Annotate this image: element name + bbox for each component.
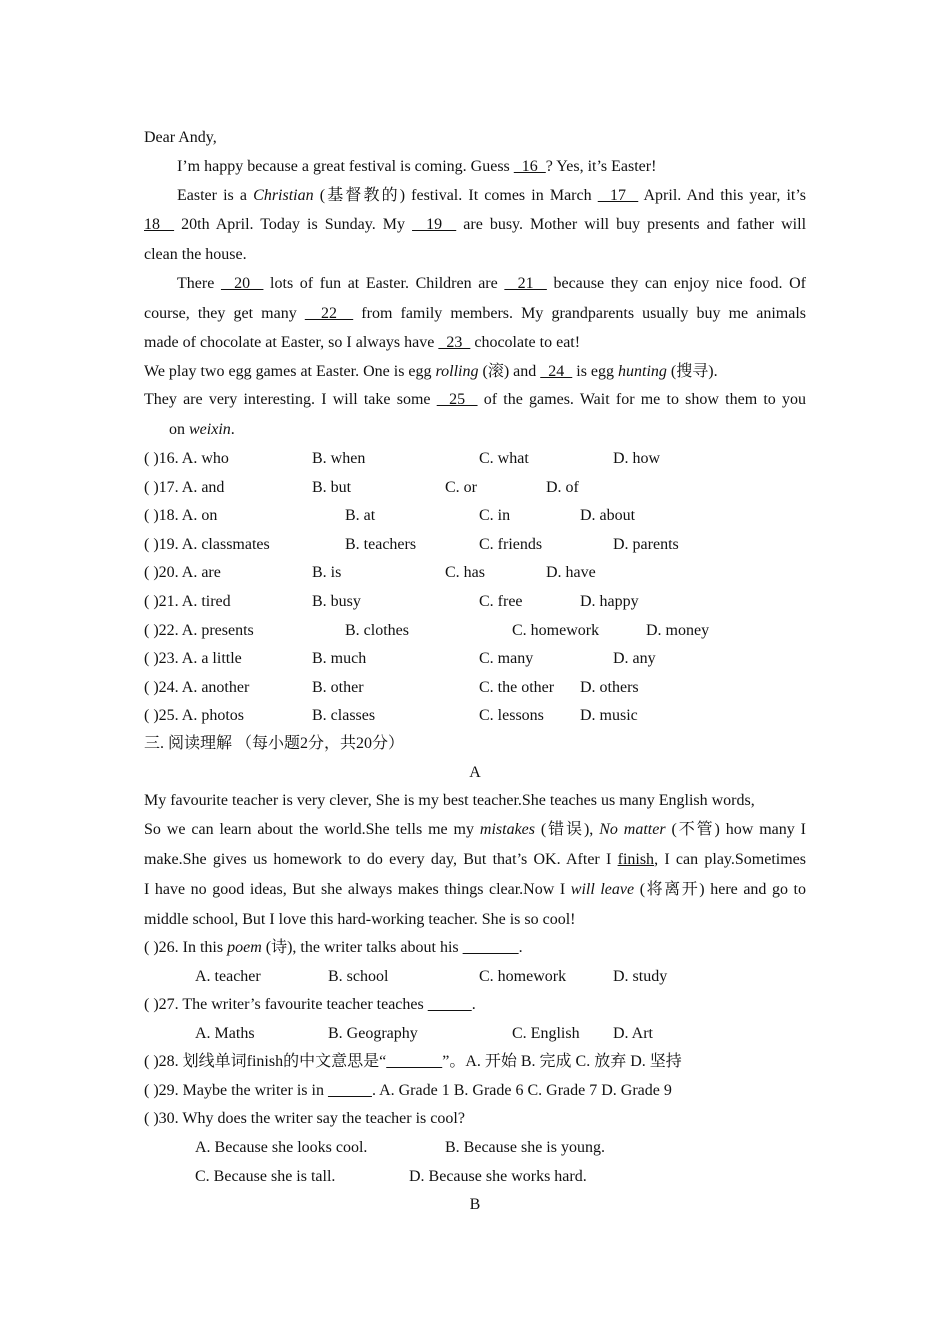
option-c[interactable]: C. free [479,593,523,610]
text: . [518,939,523,956]
blank-20[interactable]: 20 [220,275,264,292]
question-and-option-a[interactable]: ( )24. A. another [144,678,250,696]
option-b[interactable]: B. classes [312,707,376,725]
question-28 [144,1052,682,1072]
option-c[interactable]: C. homework [479,968,567,985]
text: . [230,421,235,438]
option-b[interactable]: B. much [312,650,367,668]
word-will-leave: will leave [570,881,635,898]
blank-16[interactable]: 16 [513,158,546,175]
option-d[interactable]: D. music [580,707,638,725]
option-c[interactable]: C. friends [479,535,543,553]
question-30-options-row-2 [144,1167,806,1187]
word-poem: poem [227,939,262,956]
question-30: ( )30. Why does the writer say the teacher is cool? [144,1110,465,1127]
passage-a-label: A [469,764,481,781]
word-hunting: hunting [618,363,667,380]
text: of the games. Wait for me to show them to you [477,391,807,408]
text: ? Yes, it’s Easter! [545,158,657,175]
letter-line-5 [144,274,806,294]
option-c[interactable]: C. what [479,450,529,467]
question-and-option-a[interactable]: ( )19. A. classmates [144,535,270,553]
option-c[interactable]: C. Because she is tall. [195,1168,336,1185]
option-c[interactable]: C. lessons [479,707,544,725]
text: 20th April. Today is Sunday. My [174,216,413,233]
text: ”。A. 开始 B. 完成 C. 放弃 D. 坚持 [442,1053,682,1070]
question-27 [144,995,476,1015]
answer-blank-29[interactable] [328,1082,372,1099]
letter-line-4: clean the house. [144,246,247,263]
passage-line-3 [144,850,806,870]
cloze-question-17 [144,478,806,498]
cloze-question-16 [144,449,806,469]
text: They are very interesting. I will take some [144,391,437,408]
text: I have no good ideas, But she always makes things clear.Now I [144,881,571,898]
option-c[interactable]: C. or [445,478,477,496]
option-d[interactable]: D. money [646,621,710,639]
passage-line-1: My favourite teacher is very clever, She is my best teacher.She teaches us many English words, [144,792,755,809]
answer-blank-26[interactable] [463,939,519,956]
text: ( )29. Maybe the writer is in [144,1082,328,1099]
passage-b-label: B [469,1196,481,1213]
text: . [471,996,476,1013]
cloze-question-20 [144,563,806,583]
answer-blank-27[interactable] [428,996,472,1013]
text: (基督教的) festival. It comes in March [313,187,598,204]
option-c[interactable]: C. homework [512,621,600,639]
text: because they can enjoy nice food. Of [546,275,807,292]
question-27-options [144,1024,806,1044]
option-a[interactable]: A. teacher [195,968,261,985]
letter-line-3 [144,215,806,235]
text: There [177,275,221,292]
text: chocolate to eat! [470,334,581,351]
option-b[interactable]: B. is [312,564,342,582]
option-b[interactable]: B. Because she is young. [445,1139,605,1156]
text: ( )27. The writer’s favourite teacher teaches [144,996,428,1013]
text: , I can play.Sometimes [654,851,806,868]
word-mistakes: mistakes [479,821,535,838]
text: is egg [572,363,619,380]
option-c[interactable]: C. English [512,1025,580,1042]
blank-25[interactable]: 25 [436,391,478,408]
letter-line-6 [144,304,806,324]
option-b[interactable]: B. at [345,507,376,525]
letter-line-10 [169,420,235,440]
option-d[interactable]: D. study [613,968,668,985]
option-d[interactable]: D. have [546,564,596,582]
option-b[interactable]: B. other [312,678,364,696]
blank-18[interactable]: 18 [144,216,175,233]
blank-24[interactable]: 24 [540,363,573,380]
cloze-question-21 [144,592,806,612]
answer-blank-28[interactable] [386,1053,442,1070]
cloze-question-22 [144,621,806,641]
text: (错误), [535,821,600,838]
question-30-options-row-1 [144,1138,806,1158]
cloze-question-23 [144,649,806,669]
option-a[interactable]: A. Because she looks cool. [195,1139,368,1156]
option-c[interactable]: C. many [479,650,534,668]
text: course, they get many [144,305,305,322]
text: (滚) and [478,363,541,380]
option-d[interactable]: D. how [613,450,661,467]
letter-line-2 [144,186,806,206]
option-d[interactable]: D. parents [613,535,679,553]
question-and-option-a[interactable]: ( )20. A. are [144,564,221,582]
text: We play two egg games at Easter. One is egg [144,363,436,380]
option-b[interactable]: B. when [312,450,366,467]
text: make.She gives us homework to do every day, But that’s OK. After I [144,851,618,868]
option-a[interactable]: A. Maths [195,1025,255,1042]
cloze-question-19 [144,535,806,555]
option-b[interactable]: B. but [312,478,352,496]
passage-line-2 [144,820,806,840]
passage-line-4 [144,880,806,900]
text: Easter is a [177,187,254,204]
question-and-option-a[interactable]: ( )25. A. photos [144,707,244,725]
word-weixin: weixin [189,421,231,438]
text: (搜寻). [666,363,718,380]
option-c[interactable]: C. in [479,507,511,525]
cloze-question-25 [144,706,806,726]
letter-line-9 [144,390,806,410]
letter-line-8 [144,362,718,382]
text: I’m happy because a great festival is coming. Guess [177,158,514,175]
option-d[interactable]: D. Because she works hard. [409,1168,587,1185]
letter-line-1 [177,157,656,177]
option-b[interactable]: B. busy [312,593,361,610]
question-and-option-a[interactable]: ( )23. A. a little [144,650,242,668]
question-and-option-a[interactable]: ( )22. A. presents [144,621,254,639]
question-and-option-a[interactable]: ( )18. A. on [144,507,218,525]
text: lots of fun at Easter. Children are [263,275,505,292]
option-d[interactable]: D. about [580,507,636,525]
text: from family members. My grandparents usually buy me animals [353,305,807,322]
blank-21[interactable]: 21 [504,275,547,292]
question-and-option-a[interactable]: ( )16. A. who [144,450,229,467]
text: on [169,421,189,438]
text: ( )26. In this [144,939,228,956]
word-rolling: rolling [435,363,479,380]
option-d[interactable]: D. of [546,478,579,496]
blank-23[interactable]: 23 [438,334,471,351]
option-c[interactable]: C. the other [479,678,555,696]
option-b[interactable]: B. Geography [328,1025,418,1042]
text: (将离开) here and go to [634,881,807,898]
option-d[interactable]: D. others [580,678,639,696]
text: ( )28. 划线单词finish的中文意思是“ [144,1053,387,1070]
question-26-options [144,967,806,987]
word-no-matter: No matter [599,821,666,838]
question-26 [144,938,523,958]
question-and-option-a[interactable]: ( )21. A. tired [144,593,231,610]
section-title: 三. 阅读理解 （每小题2分，共20分） [144,735,405,752]
letter-line-7 [144,333,580,353]
letter-salutation: Dear Andy, [144,129,217,146]
option-c[interactable]: C. has [445,564,485,582]
cloze-question-18 [144,506,806,526]
text: April. And this year, it’s [638,187,807,204]
underlined-word-finish: finish [617,851,655,868]
option-d[interactable]: D. Art [613,1025,653,1042]
option-b[interactable]: B. teachers [345,535,417,553]
text: (诗), the writer talks about his [261,939,463,956]
text: are busy. Mother will buy presents and father will [456,216,807,233]
text: So we can learn about the world.She tells me my [144,821,480,838]
text: (不管) how many I [665,821,806,838]
question-29 [144,1081,672,1101]
blank-17[interactable]: 17 [597,187,639,204]
word-christian: Christian [253,187,314,204]
text: . A. Grade 1 B. Grade 6 C. Grade 7 D. Grade 9 [371,1082,672,1099]
blank-19[interactable]: 19 [412,216,457,233]
option-d[interactable]: D. any [613,650,656,668]
option-b[interactable]: B. school [328,968,389,985]
passage-line-5: middle school, But I love this hard-working teacher. She is so cool! [144,911,576,928]
question-and-option-a[interactable]: ( )17. A. and [144,478,225,496]
option-b[interactable]: B. clothes [345,621,409,639]
blank-22[interactable]: 22 [304,305,354,322]
cloze-question-24 [144,678,806,698]
text: made of chocolate at Easter, so I always have [144,334,439,351]
option-d[interactable]: D. happy [580,593,639,610]
